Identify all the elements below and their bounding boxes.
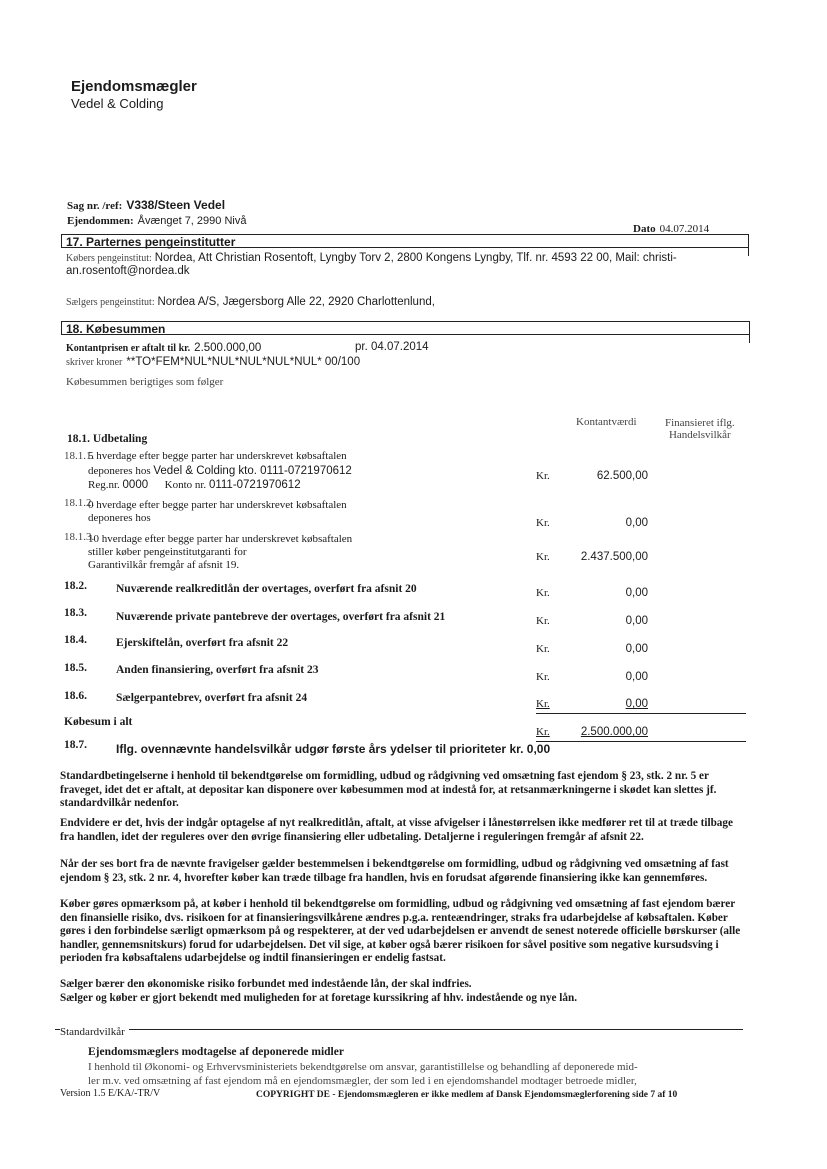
section18-right-rule [749, 321, 750, 343]
kontantpris-date: pr. 04.07.2014 [355, 341, 429, 353]
case-property: Ejendommen: Åvænget 7, 2990 Nivå [67, 215, 247, 227]
standardvilkar-label: Standardvilkår [60, 1026, 129, 1038]
row-18-5-num: 18.5. [64, 662, 87, 674]
row-18-2-text: Nuværende realkreditlån der overtages, overført fra afsnit 20 [116, 583, 417, 595]
row-18-4-text: Ejerskiftelån, overført fra afsnit 22 [116, 637, 289, 649]
section18-left-rule [61, 321, 62, 335]
paragraph-standardbetingelser: Standardbetingelserne i henhold til bekendtgørelse om formidling, udbud og rådgivning ved omsætning fast ejendom § 23, stk. 2 nr. 5 er fraveget, idet det er aftalt, at depositar kan disponere over købesummen mod at indestå for, at retsanmærkningerne i skødet kan slettes jf. standardvilkår nedenfor. [60, 770, 717, 809]
company-title: Ejendomsmægler [71, 78, 197, 95]
total-label: Købesum i alt [64, 716, 133, 728]
row-18-3-amount: 0,00 [625, 615, 648, 627]
kober-bank-cont: an.rosentoft@nordea.dk [66, 265, 190, 277]
section17-title: 17. Parternes pengeinstitutter [66, 235, 236, 249]
row-18-1-2-text: 0 hverdage efter begge parter har underskrevet købsaftalen deponeres hos [88, 499, 347, 524]
row-18-1-3-text: 10 hverdage efter begge parter har underskrevet købsaftalen stiller køber pengeinstitutgaranti for Garantivilkår fremgår af afsnit 19. [88, 533, 353, 571]
footer-line1: I henhold til Økonomi- og Erhvervsministeriets bekendtgørelse om ansvar, garantistillelse og behandling af deponerede mid- [88, 1061, 638, 1073]
row-18-3-num: 18.3. [64, 607, 87, 619]
paragraph-fravigelser: Når der ses bort fra de nævnte fravigelser gælder bestemmelsen i bekendtgørelse om formidling, udbud og rådgivning ved omsætning af fast ejendom § 23, stk. 2 nr. 4, hvorefter køber kan træde tilbage fra handlen, hvis en forudsat afgørende finansiering ikke kan gennemføres. [60, 858, 729, 884]
row-18-1-1-num: 18.1.1. [64, 450, 95, 462]
footer-version: Version 1.5 E/KA/-TR/V [60, 1088, 161, 1099]
row-18-2-currency: Kr. [536, 587, 550, 599]
row-18-1-2-num: 18.1.2. [64, 497, 95, 509]
row-18-3-currency: Kr. [536, 615, 550, 627]
company-names: Vedel & Colding [71, 96, 164, 111]
section17-right-rule [748, 234, 749, 256]
col-kontantvaerdi: Kontantværdi [576, 416, 637, 428]
row-18-3-text: Nuværende private pantebreve der overtages, overført fra afsnit 21 [116, 611, 446, 623]
paragraph-kurssikring: Sælger og køber er gjort bekendt med muligheden for at foretage kurssikring af hhv. indestående og nye lån. [60, 992, 578, 1004]
row-18-2-num: 18.2. [64, 580, 87, 592]
row-18-7-text: Iflg. ovennævnte handelsvilkår udgør første års ydelser til prioriteter kr. 0,00 [116, 742, 551, 756]
paragraph-saelger-risiko: Sælger bærer den økonomiske risiko forbundet med indestående lån, der skal indfries. [60, 978, 472, 990]
footer-rule [55, 1029, 743, 1030]
row-18-6-text: Sælgerpantebrev, overført fra afsnit 24 [116, 692, 308, 704]
footer-heading: Ejendomsmæglers modtagelse af deponerede midler [88, 1046, 344, 1058]
paragraph-endvidere: Endvidere er det, hvis der indgår optagelse af nyt realkreditlån, aftalt, at visse afvigelser i lånestørrelsen ikke medfører ret til at træde tilbage fra handlen, idet der reguleres over den øvrige finansiering eller udbetaling. Detaljerne i reguleringen fremgår af afsnit 22. [60, 817, 733, 843]
case-date: Dato 04.07.2014 [633, 223, 710, 235]
row-18-6-amount: 0,00 [625, 698, 648, 710]
row-18-4-currency: Kr. [536, 643, 550, 655]
row-18-2-amount: 0,00 [625, 587, 648, 599]
row-18-5-text: Anden finansiering, overført fra afsnit 23 [116, 664, 319, 676]
row-18-5-currency: Kr. [536, 671, 550, 683]
total-amount: 2.500.000,00 [580, 726, 648, 738]
total-rule [536, 741, 746, 742]
kober-bank: Købers pengeinstitut: Nordea, Att Christian Rosentoft, Lyngby Torv 2, 2800 Kongens Lyngby, Tlf. nr. 4593 22 00, Mail: christi- [66, 252, 677, 264]
total-currency: Kr. [536, 726, 550, 738]
row-18-4-num: 18.4. [64, 634, 87, 646]
row-18-1-3-amount: 2.437.500,00 [580, 551, 648, 563]
row-18-1-1-amount: 62.500,00 [596, 470, 648, 482]
row-18-1-2-currency: Kr. [536, 517, 550, 529]
section18-title: 18. Købesummen [66, 322, 166, 336]
row-18-1-1-text: 5 hverdage efter begge parter har underskrevet købsaftalen deponeres hos Vedel & Colding kto. 0111-0721970612 Reg.nr. 0000 Konto nr. 0111-0721970612 [88, 450, 352, 491]
section17-left-rule [61, 234, 62, 248]
row-18-1-2-amount: 0,00 [625, 517, 648, 529]
row-18-7-num: 18.7. [64, 739, 87, 751]
row-18-4-amount: 0,00 [625, 643, 648, 655]
kontantpris-line: Kontantprisen er aftalt til kr. 2.500.000,00 [66, 342, 262, 354]
saelger-bank: Sælgers pengeinstitut: Nordea A/S, Jægersborg Alle 22, 2920 Charlottenlund, [66, 296, 435, 308]
row-18-1-1-currency: Kr. [536, 470, 550, 482]
skriver-line: skriver kroner **TO*FEM*NUL*NUL*NUL*NUL*NUL* 00/100 [66, 356, 361, 368]
paragraph-koeber-risiko: Køber gøres opmærksom på, at køber i henhold til bekendtgørelse om formidling, udbud og rådgivning ved omsætning af fast ejendom bærer den finansielle risiko, dvs. risikoen for at finansieringsvilkårene ændres p.g.a. renteændringer, straks fra udarbejdelse af købsaftalen. Køber gøres i den forbindelse særligt opmærksom på og respekterer, at der ved udarbejdelsen er anvendt de senest noterede officielle børskurser (alle handler, gennemsnitskurs) forud for udarbejdelsen. Det vil sige, at køber også bærer risikoen for såvel positive som negative kursudsving i perioden fra købsaftalens udarbejdelse og indtil finansieringen er endelig fastsat. [60, 898, 741, 964]
case-ref: Sag nr. /ref: V338/Steen Vedel [67, 198, 226, 212]
berigtiges-text: Købesummen berigtiges som følger [66, 376, 224, 388]
row-18-1-3-num: 18.1.3. [64, 531, 95, 543]
row-18-6-currency: Kr. [536, 698, 550, 710]
footer-line2: ler m.v. ved omsætning af fast ejendom må en ejendomsmægler, der som led i en ejendomshandel modtager betroede midler, [88, 1075, 637, 1087]
row-18-6-num: 18.6. [64, 690, 87, 702]
col-finansieret: Finansieret iflg. Handelsvilkår [665, 417, 735, 441]
row-18-5-amount: 0,00 [625, 671, 648, 683]
udbetaling-label: 18.1. Udbetaling [67, 433, 148, 445]
subtotal-rule [536, 713, 746, 714]
row-18-1-3-currency: Kr. [536, 551, 550, 563]
footer-copyright: COPYRIGHT DE - Ejendomsmægleren er ikke medlem af Dansk Ejendomsmæglerforening side 7 af 10 [256, 1090, 678, 1100]
